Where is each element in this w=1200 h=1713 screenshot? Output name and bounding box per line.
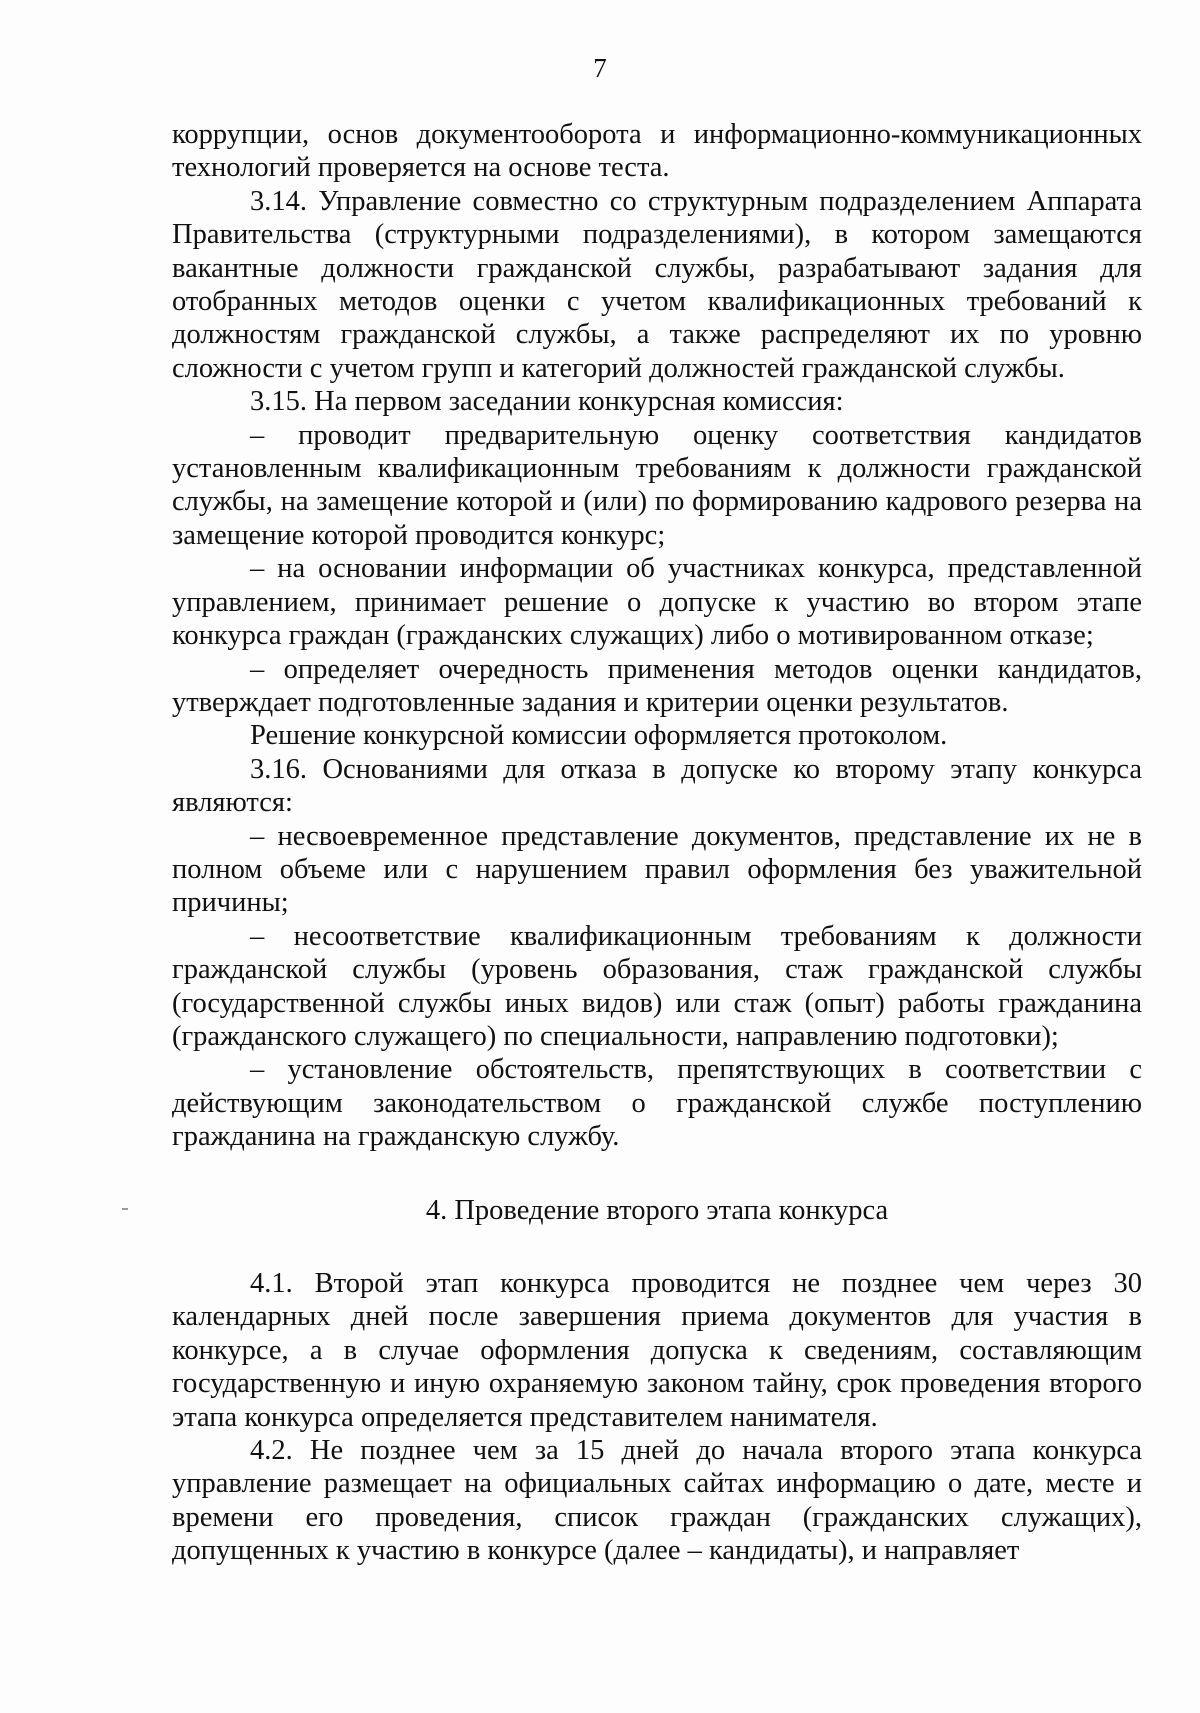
list-item-qualification-mismatch: – несоответствие квалификационным требованиям к должности гражданской службы (уровень образования, стаж гражданской службы (государственной службы иных видов) или стаж (опыт) работы гражданина (гражданского служащего) по специальности, направлению подготовки); — [172, 920, 1142, 1052]
list-item-late-documents: – несвоевременное представление документов, представление их не в полном объеме или с нарушением правил оформления без уважительной причины; — [172, 820, 1142, 919]
page-number: 7 — [593, 53, 607, 83]
paragraph-4-1: 4.1. Второй этап конкурса проводится не позднее чем через 30 календарных дней после завершения приема документов для участия в конкурсе, а в случае оформления допуска к сведениям, составляющим государственную и иную охраняемую законом тайну, срок проведения второго этапа конкурса определяется представителем нанимателя. — [172, 1268, 1142, 1433]
list-item-obstacles: – установление обстоятельств, препятствующих в соответствии с действующим законодательством о гражданской службе поступлению гражданина на гражданскую службу. — [172, 1054, 1142, 1153]
document-body — [172, 118, 1142, 1568]
paragraph-commission-decision: Решение конкурсной комиссии оформляется протоколом. — [250, 720, 948, 752]
list-item-method-order: – определяет очередность применения методов оценки кандидатов, утверждает подготовленные задания и критерии оценки результатов. — [172, 653, 1142, 718]
paragraph-3-16: 3.16. Основаниями для отказа в допуске ко второму этапу конкурса являются: — [172, 753, 1142, 819]
list-item-admission-decision: – на основании информации об участниках конкурса, представленной управлением, принимает решение о допуске к участию во втором этапе конкурса граждан (гражданских служащих) либо о мотивированном отказе; — [172, 553, 1142, 652]
paragraph-continuation: коррупции, основ документооборота и информационно-коммуникационных технологий проверяется на основе теста. — [172, 119, 1142, 184]
paragraph-3-14: 3.14. Управление совместно со структурным подразделением Аппарата Правительства (структурными подразделениями), в котором замещаются вакантные должности гражданской службы, разрабатывают задания для отобранных методов оценки с учетом квалификационных требований к должностям гражданской службы, а также распределяют их по уровню сложности с учетом групп и категорий должностей гражданской службы. — [172, 185, 1142, 384]
scan-speck — [122, 1208, 128, 1210]
paragraph-4-2: 4.2. Не позднее чем за 15 дней до начала второго этапа конкурса управление размещает на официальных сайтах информацию о дате, месте и времени его проведения, список граждан (гражданских служащих), допущенных к участию в конкурсе (далее – кандидаты), и направляет — [172, 1435, 1142, 1567]
section-heading: 4. Проведение второго этапа конкурса — [425, 1194, 889, 1226]
paragraph-3-15: 3.15. На первом заседании конкурсная комиссия: — [250, 386, 844, 418]
list-item-preliminary-assessment: – проводит предварительную оценку соответствия кандидатов установленным квалификационным требованиям к должности гражданской службы, на замещение которой и (или) по формированию кадрового резерва на замещение которой проводится конкурс; — [172, 419, 1142, 551]
